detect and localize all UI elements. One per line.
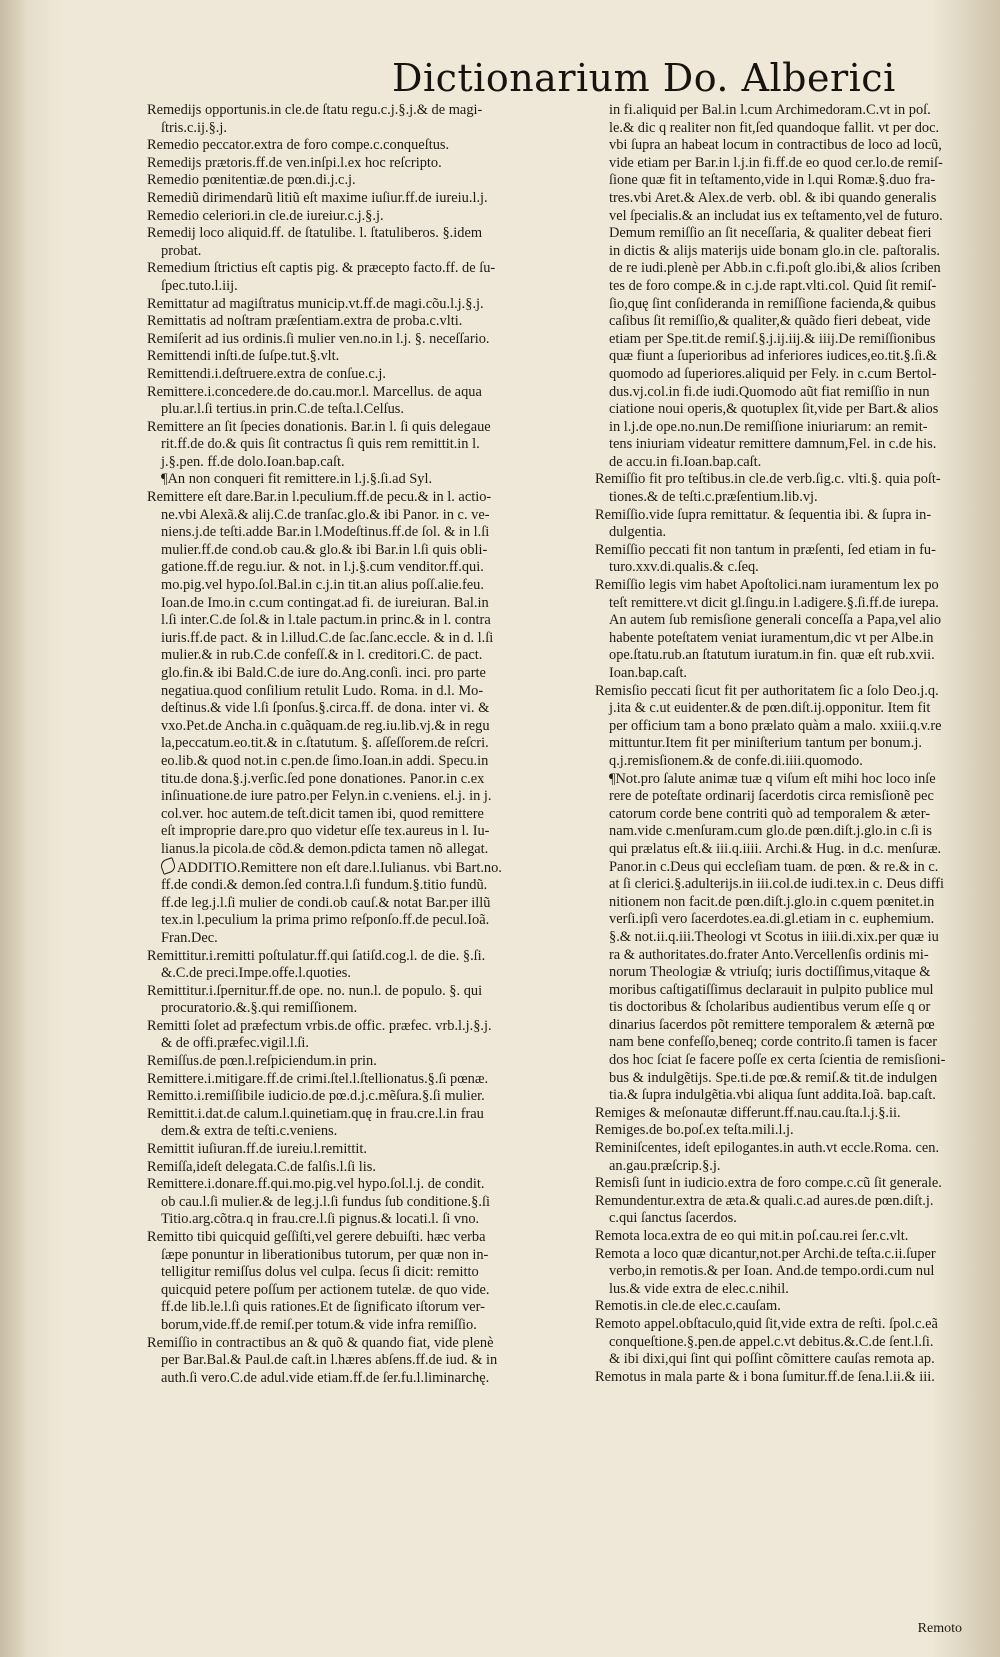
dictionary-line (595, 1052, 993, 1070)
dictionary-line-text: ff.de condi.& demon.ſed contra.l.ſi fundum.§.titio fundũ. (161, 877, 488, 894)
dictionary-line-text: conqueſtione.§.pen.de appel.c.vt debitus.&.C.de ſent.l.ſi. (609, 1333, 934, 1350)
dictionary-line (147, 1194, 584, 1212)
dictionary-line (147, 1335, 584, 1353)
dictionary-line-text: Demum remiſſio an ſit neceſſaria, & qualiter debeat fieri (609, 225, 932, 242)
dictionary-line (147, 1035, 584, 1053)
dictionary-line (595, 559, 993, 577)
dictionary-line (147, 948, 584, 966)
dictionary-line (595, 384, 993, 402)
dictionary-line (147, 225, 584, 243)
dictionary-line-text: q.j.remisſionem.& de confe.di.iiii.quomodo. (609, 752, 863, 769)
dictionary-line (147, 419, 584, 437)
dictionary-line (595, 841, 993, 859)
dictionary-line (147, 630, 584, 648)
dictionary-line-text: c.qui ſanctus ſacerdos. (609, 1210, 737, 1227)
dictionary-line-text: de re iudi.plenè per Abb.in c.fi.poſt glo.ibi,& alios ſcriben (609, 260, 941, 277)
dictionary-line (595, 1334, 993, 1352)
dictionary-line-text: mo.pig.vel hypo.ſol.Bal.in c.j.in tit.an alius poſſ.alie.feu. (161, 577, 484, 594)
dictionary-line-text: per Bar.Bal.& Paul.de caſt.in l.hæres abſens.ff.de iud. & in (161, 1352, 498, 1369)
dictionary-line (147, 471, 584, 489)
dictionary-line (147, 788, 584, 806)
dictionary-line (595, 1351, 993, 1369)
dictionary-line (147, 647, 584, 665)
dictionary-line (147, 1282, 584, 1300)
dictionary-line-text: negatiua.quod conſilium retulit Ludo. Roma. in d.l. Mo- (161, 682, 484, 699)
dictionary-line (595, 735, 993, 753)
dictionary-line-text: ¶An non conqueri fit remittere.in l.j.§.ſi.ad Syl. (161, 471, 433, 488)
dictionary-line-text: nam.vide c.menſuram.cum glo.de pœn.diſt.j.glo.in c.ſi is (609, 823, 932, 840)
dictionary-line-text: le.& dic q realiter non fit,ſed quandoque fallit. vt per doc. (609, 119, 940, 136)
dictionary-line-text: j.ita & c.ut euidenter.& de pœn.diſt.ij.opponitur. Item fit (609, 700, 931, 717)
dictionary-line-text: tes de foro compe.& in c.j.de rapt.vlti.col. Quid ſit remiſ- (609, 277, 937, 294)
dictionary-line-text: Remittere.i.mitigare.ff.de crimi.ſtel.l.ſtellionatus.§.ſi pœnæ. (147, 1070, 489, 1087)
dictionary-line (595, 190, 993, 208)
dictionary-line (147, 1299, 584, 1317)
dictionary-line-text: ADDITIO.Remittere non eſt dare.l.Iulianus. vbi Bart.no. (177, 859, 502, 876)
dictionary-line (595, 208, 993, 226)
dictionary-line (147, 208, 584, 226)
dictionary-line (147, 1370, 584, 1388)
running-title: Dictionarium Do. Alberici (392, 56, 896, 100)
dictionary-line-text: & de offi.præfec.vigil.l.ſi. (161, 1035, 310, 1052)
dictionary-line-text: borum,vide.ff.de remiſ.per totum.& vide infra remiſſio. (161, 1316, 477, 1333)
dictionary-line-text: titu.de dona.§.j.verſic.ſed pone donationes. Panor.in c.ex (161, 770, 485, 787)
dictionary-line (595, 225, 993, 243)
dictionary-line (147, 243, 584, 261)
dictionary-line (147, 930, 584, 948)
dictionary-line-text: Remiſerit ad ius ordinis.ſi mulier ven.no.in l.j. §. neceſſario. (147, 330, 490, 347)
dictionary-line (595, 137, 993, 155)
dictionary-line-text: ff.de leg.j.l.ſi mulier de condi.ob cauſ.& notat Bar.per illũ (161, 894, 491, 911)
dictionary-line (147, 296, 584, 314)
dictionary-line (147, 806, 584, 824)
dictionary-line (147, 384, 584, 402)
dictionary-line-text: Panor.in c.Deus qui eccleſiam tuam. de pœn. & re.& in c. (609, 858, 939, 875)
dictionary-line-text: Remota a loco quæ dicantur,not.per Archi.de teſta.c.ii.ſuper (595, 1245, 936, 1262)
dictionary-line (147, 507, 584, 525)
dictionary-line (595, 1298, 993, 1316)
dictionary-line-text: ſæpe ponuntur in liberationibus tutorum, per quæ non in- (161, 1246, 489, 1263)
dictionary-line (595, 647, 993, 665)
dictionary-line (595, 1175, 993, 1193)
dictionary-line-text: Remittitur.i.remitti poſtulatur.ff.qui ſatiſd.cog.l. de die. §.ſi. (147, 947, 486, 964)
dictionary-line-text: Remiſſa,ideſt delegata.C.de falſis.l.ſi lis. (147, 1158, 376, 1175)
dictionary-line (147, 436, 584, 454)
dictionary-line-text: mulier.& in rub.C.de confeſſ.& in l. creditori.C. de pact. (161, 647, 483, 664)
dictionary-line (595, 401, 993, 419)
dictionary-line (147, 1317, 584, 1335)
dictionary-line-text: Remiſſio in contractibus an & quõ & quando fiat, vide plenè (147, 1334, 494, 1351)
dictionary-line-text: caſibus ſit remiſſio,& qualiter,& quãdo fieri debeat, vide (609, 313, 931, 330)
dictionary-line-text: Remitto.i.remiſſibile iudicio.de pœ.d.j.c.mẽſura.§.ſi mulier. (147, 1088, 485, 1105)
dictionary-line-text: eo.lib.& quod not.in c.pen.de ſimo.Ioan.in addi. Specu.in (161, 752, 489, 769)
binding-shadow (0, 0, 26, 1657)
dictionary-line (595, 577, 993, 595)
dictionary-line (147, 700, 584, 718)
dictionary-line-text: Remitti ſolet ad præfectum vrbis.de offic. præfec. vrb.l.j.§.j. (147, 1017, 492, 1034)
dictionary-line-text: quomodo ad ſuperiores.aliquid per Fely. in c.cum Bertol- (609, 365, 937, 382)
dictionary-line-text: Remiges & meſonautæ differunt.ff.nau.cau.ſta.l.j.§.ii. (595, 1104, 901, 1121)
dictionary-line (147, 753, 584, 771)
dictionary-line-text: Fran.Dec. (161, 929, 218, 946)
dictionary-line (147, 278, 584, 296)
dictionary-line-text: Remiſſus.de pœn.l.reſpiciendum.in prin. (147, 1053, 377, 1070)
dictionary-line-text: Remiſſio legis vim habet Apoſtolici.nam iuramentum lex po (595, 577, 939, 594)
dictionary-line (147, 771, 584, 789)
dictionary-line-text: catorum corde bene contriti quò ad temporalem & æter- (609, 805, 930, 822)
dictionary-line (147, 612, 584, 630)
dictionary-line (147, 120, 584, 138)
dictionary-line-text: An autem ſub remisſione generali conceſſa a Papa,vel alio (609, 612, 942, 629)
dictionary-line-text: &.C.de preci.Impe.offe.l.quoties. (161, 965, 351, 982)
dictionary-line-text: j.§.pen. ff.de dolo.Ioan.bap.caſt. (161, 453, 345, 470)
dictionary-line (595, 595, 993, 613)
dictionary-line (595, 771, 993, 789)
dictionary-line (147, 542, 584, 560)
dictionary-line (595, 436, 993, 454)
dictionary-line (147, 859, 584, 878)
dictionary-line-text: Remotus in mala parte & i bona ſumitur.ff.de ſena.l.ii.& iii. (595, 1368, 935, 1385)
dictionary-line (147, 1123, 584, 1141)
dictionary-line (147, 1053, 584, 1071)
dictionary-line-text: ope.ſtatu.rub.an ſtatutum iuratum.in fin. quæ eſt rub.xvii. (609, 647, 935, 664)
dictionary-line (147, 524, 584, 542)
dictionary-line-text: nam bene confeſſo,beneq; corde contrito.ſi tamen is facer (609, 1034, 938, 1051)
page-header (0, 56, 1000, 108)
dictionary-line (147, 260, 584, 278)
dictionary-line (595, 102, 993, 120)
dictionary-line-text: verſi.ipſi vero ſacerdotes.ea.di.gl.etiam in c. euphemium. (609, 911, 935, 928)
dictionary-line-text: Remittere.i.donare.ff.qui.mo.pig.vel hypo.ſol.l.j. de condit. (147, 1176, 485, 1193)
dictionary-line-text: lus.& vide extra de elec.c.nihil. (609, 1280, 789, 1297)
dictionary-line-text: procuratorio.&.§.qui remiſſionem. (161, 1000, 358, 1017)
dictionary-line-text: quicquid petere poſſum per actionem tutelæ. de quo vide. (161, 1281, 490, 1298)
dictionary-line-text: ciatione noui operis,& quotuplex ſit,vide per Bart.& alios (609, 401, 939, 418)
dictionary-line-text: §.& not.ii.q.iii.Theologi vt Scotus in iiii.di.xix.per quæ iu (609, 928, 939, 945)
dictionary-line-text: Remedio peccator.extra de foro compe.c.conqueſtus. (147, 137, 450, 154)
dictionary-line (595, 982, 993, 1000)
dictionary-line (147, 348, 584, 366)
dictionary-line (595, 507, 993, 525)
dictionary-line-text: teſt remittere.vt dicit gl.ſingu.in l.adigere.§.ſi.ff.de iurepa. (609, 594, 939, 611)
dictionary-line-text: iuris.ff.de pact. & in l.illud.C.de ſac.ſanc.eccle. & in d. l.ſi (161, 629, 494, 646)
dictionary-line-text: dulgentia. (609, 524, 667, 541)
dictionary-line-text: Remiſſio.vide ſupra remittatur. & ſequentia ibi. & ſupra in- (595, 506, 932, 523)
dictionary-line-text: an.gau.præſcrip.§.j. (609, 1157, 721, 1174)
right-column (595, 102, 993, 1386)
dictionary-line (147, 577, 584, 595)
dictionary-line-text: tres.vbi Aret.& Alex.de verb. obl. & ibi quando generalis (609, 189, 937, 206)
dictionary-line-text: Remittere eſt dare.Bar.in l.peculium.ff.de pecu.& in l. actio- (147, 489, 492, 506)
dictionary-line (147, 1141, 584, 1159)
dictionary-line (595, 859, 993, 877)
dictionary-line-text: inſinuatione.de iure patro.per Felyn.in c.veniens. el.j. in j. (161, 788, 492, 805)
dictionary-line-text: Remoto appel.obſtaculo,quid ſit,vide extra de reſti. ſpol.c.eã (595, 1315, 938, 1332)
dictionary-line (595, 348, 993, 366)
dictionary-line-text: tia.& ſupra indulgẽtia.vbi aliqua ſunt addita.Ioã. bap.caſt. (609, 1087, 936, 1104)
dictionary-line (147, 1071, 584, 1089)
dictionary-line (595, 1193, 993, 1211)
dictionary-line-text: auth.ſi vero.C.de adul.vide etiam.ff.de ſer.fu.l.liminarchę. (161, 1369, 490, 1386)
dictionary-line-text: Remiges.de bo.poſ.ex teſta.mili.l.j. (595, 1122, 794, 1139)
dictionary-line (595, 683, 993, 701)
dictionary-line (595, 1369, 993, 1387)
dictionary-line-text: mulier.ff.de cond.ob cau.& glo.& ibi Bar.in l.ſi quis obli- (161, 541, 488, 558)
dictionary-line (147, 489, 584, 507)
dictionary-line-text: in dictis & alijs materijs uide bonam glo.in cle. paſtoralis. (609, 242, 940, 259)
dictionary-line (595, 542, 993, 560)
dictionary-line-text: nitionem non facit.de pœn.diſt.j.glo.in c.quem pœnitet.in (609, 893, 935, 910)
dictionary-line (147, 1352, 584, 1370)
dictionary-line-text: qui prælatus eſt.& iii.q.iiii. Archi.& Hug. in d.c. menſuræ. (609, 840, 942, 857)
dictionary-line-text: ſio,quę ſint conſideranda in remiſſione facienda,& quibus (609, 295, 936, 312)
dictionary-line (595, 929, 993, 947)
dictionary-line-text: per officium tam a bono prælato quàm a malo. xxiii.q.v.re (609, 717, 942, 734)
dictionary-line (147, 823, 584, 841)
dictionary-line-text: dus.vj.col.in fi.de iudi.Quomodo aũt fiat remiſſio in nun (609, 383, 930, 400)
dictionary-line (147, 595, 584, 613)
dictionary-line (147, 331, 584, 349)
dictionary-line-text: vbi ſupra an habeat locum in contractibus de loco ad locũ, (609, 137, 942, 154)
dictionary-line-text: gatione.ff.de regu.iur. & not. in l.j.§.cum venditor.ff.qui. (161, 559, 484, 576)
dictionary-line-text: Ioan.bap.caſt. (609, 665, 687, 681)
dictionary-line-text: Remittere.i.concedere.de do.cau.mor.l. Marcellus. de aqua (147, 383, 482, 400)
dictionary-line-text: de accu.in fi.Ioan.bap.caſt. (609, 453, 762, 470)
dictionary-line (595, 260, 993, 278)
dictionary-line-text: vide etiam per Bar.in l.j.in fi.ff.de eo quod cer.lo.de remiſ- (609, 154, 943, 171)
dictionary-line (595, 806, 993, 824)
dictionary-line (595, 630, 993, 648)
dictionary-line-text: Remittit.i.dat.de calum.l.quinetiam.quę in frau.cre.l.in frau (147, 1105, 484, 1122)
dictionary-line-text: at ſi clerici.§.adulterijs.in iii.col.de iudi.tex.in c. Deus diffi (609, 876, 945, 893)
dictionary-line (595, 999, 993, 1017)
dictionary-line-text: etiam per Spe.tit.de remiſ.§.j.ij.iij.& iiij.De remiſſionibus (609, 330, 936, 347)
dictionary-line-text: Remisſio peccati ſicut fit per authoritatem ſic a ſolo Deo.j.q. (595, 682, 939, 699)
dictionary-line-text: tens iniuriam videatur remittere damnum,Fel. in c.de his. (609, 436, 937, 453)
dictionary-line (595, 1105, 993, 1123)
dictionary-line (595, 331, 993, 349)
dictionary-line (147, 137, 584, 155)
dictionary-line-text: rit.ff.de do.& quis ſit contractus ſi quis rem remittit.in l. (161, 436, 480, 453)
dictionary-line (595, 524, 993, 542)
dictionary-line-text: bus & indulgẽtijs. Spe.ti.de pœ.& remiſ.& tit.de indulgen (609, 1069, 938, 1086)
leaf-ornament-icon (159, 857, 177, 875)
dictionary-line (595, 1158, 993, 1176)
dictionary-line-text: verbo,in remotis.& per Ioan. And.de tempo.ordi.cum nul (609, 1263, 935, 1280)
dictionary-line (147, 155, 584, 173)
dictionary-line (147, 172, 584, 190)
dictionary-line (147, 735, 584, 753)
dictionary-line-text: deſtinus.& vide l.ſi ſponſus.§.circa.ff. de dona. inter vi. & (161, 700, 490, 717)
dictionary-line-text: niens.j.de teſti.adde Bar.in l.Modeſtinus.ff.de ſol. & in l.ſi (161, 524, 490, 541)
dictionary-line-text: vel ſpecialis.& an includat ius ex teſtamento,vel de futuro. (609, 207, 943, 224)
dictionary-line (595, 1017, 993, 1035)
dictionary-line-text: dem.& extra de teſti.c.veniens. (161, 1123, 338, 1140)
dictionary-line-text: Remedio pœnitentiæ.de pœn.di.j.c.j. (147, 172, 356, 189)
dictionary-line (147, 1264, 584, 1282)
dictionary-line-text: habente poteſtatem veniat iuramentum,dic vt per Albe.in (609, 629, 934, 646)
dictionary-line-text: Remitto tibi quicquid geſſiſti,vel gerere debuiſti. hæc verba (147, 1229, 486, 1245)
dictionary-line (147, 877, 584, 895)
dictionary-line (147, 912, 584, 930)
dictionary-line-text: col.ver. hoc autem.de teſt.dicit tamen ibi, quod remittere (161, 805, 484, 822)
dictionary-line (595, 788, 993, 806)
dictionary-line (595, 1122, 993, 1140)
dictionary-line-text: tiones.& de teſti.c.præſentium.lib.vj. (609, 489, 818, 506)
dictionary-line-text: in fi.aliquid per Bal.in l.cum Archimedoram.C.vt in poſ. (609, 102, 931, 118)
dictionary-line-text: Remittit iuſiuran.ff.de iureiu.l.remittit. (147, 1141, 367, 1158)
dictionary-line-text: Remisſi ſunt in iudicio.extra de foro compe.c.cũ ſit generale. (595, 1175, 942, 1192)
dictionary-line (147, 965, 584, 983)
dictionary-line-text: Remittitur.i.ſpernitur.ff.de ope. no. nun.l. de populo. §. qui (147, 982, 483, 999)
dictionary-line-text: la,peccatum.eo.tit.& in c.ſtatutum. §. aſſeſſorem.de reſcri. (161, 735, 489, 752)
dictionary-line (595, 1263, 993, 1281)
dictionary-line-text: Titio.arg.cõtra.q in frau.cre.l.ſi pignus.& locati.l. ſi vno. (161, 1211, 480, 1228)
dictionary-line (147, 401, 584, 419)
dictionary-line-text: Remedijs prætoris.ff.de ven.inſpi.l.ex hoc reſcripto. (147, 154, 442, 171)
dictionary-line (147, 683, 584, 701)
dictionary-line (147, 983, 584, 1001)
dictionary-line (147, 313, 584, 331)
dictionary-line (147, 718, 584, 736)
dictionary-line-text: Remundentur.extra de æta.& quali.c.ad aures.de pœn.diſt.j. (595, 1192, 934, 1209)
dictionary-line-text: ne.vbi Alexã.& alij.C.de tranſac.glo.& ibi Panor. in c. ve- (161, 506, 490, 523)
dictionary-line (147, 1247, 584, 1265)
dictionary-line (147, 1176, 584, 1194)
dictionary-line (595, 700, 993, 718)
dictionary-line-text: Remedio celeriori.in cle.de iureiur.c.j.§.j. (147, 207, 384, 224)
dictionary-line (147, 1088, 584, 1106)
dictionary-line (147, 1229, 584, 1247)
dictionary-line-text: l.ſi inter.C.de ſol.& in l.tale pactum.in princ.& in l. contra (161, 612, 491, 629)
dictionary-line-text: Remittatis ad noſtram præſentiam.extra de proba.c.vlti. (147, 313, 463, 330)
dictionary-line-text: plu.ar.l.ſi tertius.in prin.C.de teſta.l.Celſus. (161, 401, 405, 418)
dictionary-line (147, 1018, 584, 1036)
dictionary-line-text: rere de poteſtate ordinarij ſacerdotis circa remisſionẽ pec (609, 788, 934, 805)
dictionary-line (595, 1228, 993, 1246)
dictionary-line-text: ¶Not.pro ſalute animæ tuæ q viſum eſt mihi hoc loco inſe (609, 770, 936, 787)
dictionary-line (595, 1246, 993, 1264)
dictionary-line (595, 823, 993, 841)
dictionary-line (595, 278, 993, 296)
dictionary-line (595, 876, 993, 894)
dictionary-line-text: Remiſſio peccati fit non tantum in præſenti, ſed etiam in fu- (595, 541, 936, 558)
dictionary-line-text: ſpec.tuto.l.iij. (161, 277, 238, 294)
dictionary-line (147, 1106, 584, 1124)
dictionary-line (147, 366, 584, 384)
dictionary-line (595, 894, 993, 912)
dictionary-line-text: quæ fiunt a ſuperioribus ad inferiores iudices,eo.tit.§.ſi.& (609, 348, 938, 365)
dictionary-line (595, 1140, 993, 1158)
dictionary-line (595, 964, 993, 982)
dictionary-line (595, 753, 993, 771)
dictionary-line-text: Remota loca.extra de eo qui mit.in poſ.cau.rei ſer.c.vlt. (595, 1228, 909, 1244)
dictionary-line (595, 155, 993, 173)
dictionary-line (147, 454, 584, 472)
dictionary-line (147, 1211, 584, 1229)
dictionary-line (147, 1159, 584, 1177)
dictionary-line (595, 489, 993, 507)
dictionary-line-text: telligitur remiſſus dolus vel culpa. ſecus ſi dicit: remitto (161, 1264, 479, 1281)
dictionary-line-text: dos hoc ſciat ſe facere poſſe ex certa ſcientia de remisſioni- (609, 1052, 946, 1069)
dictionary-line (595, 1281, 993, 1299)
dictionary-line-text: Reminiſcentes, ideſt epilogantes.in auth.vt eccle.Roma. cen. (595, 1140, 940, 1157)
dictionary-line (595, 1087, 993, 1105)
dictionary-line-text: lianus.la picola.de cõd.& demon.pdicta tamen nõ allegat. (161, 840, 489, 857)
dictionary-line (595, 243, 993, 261)
dictionary-line (147, 895, 584, 913)
dictionary-line-text: ff.de lib.le.l.ſi quis rationes.Et de ſignificato iſtorum ver- (161, 1299, 485, 1316)
dictionary-line-text: norum Theologiæ & vtriuſq; iuris doctiſſimus,vitaque & (609, 964, 931, 981)
dictionary-line (147, 841, 584, 859)
dictionary-line (595, 947, 993, 965)
dictionary-line (147, 1000, 584, 1018)
dictionary-line-text: dinarius ſacerdos põt remittere temporalem & æternã pœ (609, 1016, 935, 1033)
dictionary-line (595, 454, 993, 472)
dictionary-line-text: Remotis.in cle.de elec.c.cauſam. (595, 1298, 781, 1315)
dictionary-line (595, 172, 993, 190)
dictionary-line-text: moribus caſtigatiſſimus declarauit in pulpito publice mul (609, 981, 934, 998)
dictionary-line-text: ſione quæ fit in teſtamento,vide in l.qui Romæ.§.duo fra- (609, 172, 936, 189)
dictionary-line (147, 559, 584, 577)
dictionary-line (595, 665, 993, 683)
dictionary-line (595, 471, 993, 489)
dictionary-line (595, 1316, 993, 1334)
dictionary-line (595, 1210, 993, 1228)
dictionary-line (595, 419, 993, 437)
dictionary-line-text: in l.j.de ope.no.nun.De remiſſione iniuriarum: an remit- (609, 418, 928, 435)
dictionary-line-text: Remedijs opportunis.in cle.de ſtatu regu.c.j.§.j.& de magi- (147, 102, 483, 118)
dictionary-line-text: tis doctoribus & ſcholaribus audientibus verum eſſe q or (609, 999, 931, 1016)
dictionary-line-text: mittuntur.Item fit per miniſterium tantum per bonum.j. (609, 735, 922, 752)
left-column (147, 102, 584, 1387)
dictionary-line-text: tex.in l.peculium la prima primo reſponſo.ff.de pecul.Ioã. (161, 912, 490, 929)
dictionary-line-text: ſtris.c.ij.§.j. (161, 119, 227, 136)
dictionary-line-text: & ibi dixi,qui ſint qui poſſint cõmittere cauſas remota ap. (609, 1351, 935, 1368)
dictionary-line (147, 665, 584, 683)
dictionary-line-text: Remittatur ad magiſtratus municip.vt.ff.de magi.cõu.l.j.§.j. (147, 295, 484, 312)
dictionary-line (595, 366, 993, 384)
dictionary-line (595, 911, 993, 929)
dictionary-line-text: Remittendi.i.deſtruere.extra de conſue.c.j. (147, 365, 386, 382)
catchword: Remoto (917, 1621, 962, 1636)
dictionary-line-text: turo.xxv.di.qualis.& c.ſeq. (609, 559, 759, 576)
dictionary-line-text: vxo.Pet.de Ancha.in c.quãquam.de reg.iu.lib.vj.& in regu (161, 717, 490, 734)
dictionary-line (595, 718, 993, 736)
dictionary-line-text: probat. (161, 242, 202, 259)
dictionary-line (595, 612, 993, 630)
dictionary-line-text: ra & authoritates.do.frater Anto.Vercellenſis ordinis mi- (609, 946, 929, 963)
dictionary-line (595, 1070, 993, 1088)
dictionary-line-text: Ioan.de Imo.in c.cum contingat.ad fi. de iureiuran. Bal.in (161, 594, 489, 611)
dictionary-line-text: ob cau.l.ſi mulier.& de leg.j.l.ſi fundus ſub conditione.§.ſi (161, 1193, 490, 1210)
dictionary-line-text: Remedij loco aliquid.ff. de ſtatulibe. l. ſtatuliberos. §.idem (147, 225, 483, 242)
dictionary-line (595, 296, 993, 314)
dictionary-line-text: Remediũ dirimendarũ litiũ eſt maxime iuſiur.ff.de iureiu.l.j. (147, 189, 488, 206)
dictionary-line-text: Remedium ſtrictius eſt captis pig. & præcepto facto.ff. de ſu- (147, 260, 496, 277)
dictionary-line-text: Remittendi inſti.de ſuſpe.tut.§.vlt. (147, 348, 340, 365)
dictionary-line (595, 1034, 993, 1052)
dictionary-line-text: Remiſſio fit pro teſtibus.in cle.de verb.ſig.c. vlti.§. quia poſt- (595, 471, 941, 488)
dictionary-line-text: glo.fin.& ibi Bald.C.de iure do.Ang.conſi. inci. pro parte (161, 665, 486, 681)
dictionary-line (595, 313, 993, 331)
dictionary-line (147, 190, 584, 208)
dictionary-line-text: eſt improprie dare.pro quo videtur eſſe tex.aureus in l. Iu- (161, 823, 490, 840)
dictionary-line (595, 120, 993, 138)
dictionary-line (147, 102, 584, 120)
dictionary-line-text: Remittere an ſit ſpecies donationis. Bar.in l. ſi quis delegaue (147, 418, 491, 435)
